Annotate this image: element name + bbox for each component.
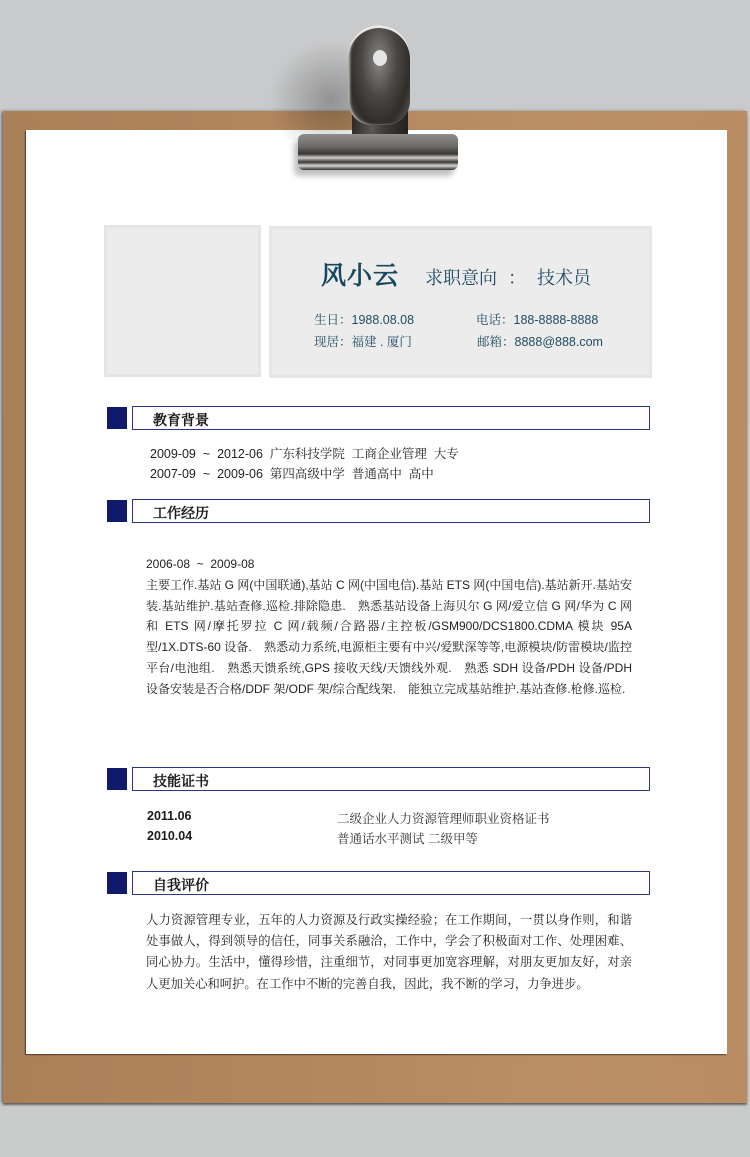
email-label: 邮箱： (477, 335, 515, 349)
phone-label: 电话： (476, 313, 514, 327)
section-marker-icon (107, 768, 127, 790)
clip-shadow (268, 40, 358, 140)
section-header-work (132, 499, 650, 523)
candidate-name: 风小云 (321, 262, 400, 290)
certificate-date: 2010.04 (147, 829, 193, 843)
job-intent-value: 技术员 (537, 268, 592, 288)
job-intent-label: 求职意向 (425, 268, 497, 288)
work-description: 主要工作.基站 G 网(中国联通),基站 C 网(中国电信).基站 ETS 网(中国电信).基站新开.基站安装.基站维护.基站查修.巡检.排除隐患. 熟悉基站设备上海贝尔 G 网/爱立信 G 网/华为 C 网和 ETS 网/摩托罗拉 C 网/载频/合路器/主控板/GSM900/DCS1800.CDMA 模块 95A 型/1X.DTS-60 设备. 熟悉动力系统,电源柜主要有中兴/爱默深等等,电源模块/防雷模块/监控平台/电池组. 熟悉天馈系统,GPS 接收天线/天馈线外观. 熟悉 SDH 设备/PDH 设备/PDH 设备安装是否合格/DDF 架/ODF 架/综合配线架. 能独立完成基站维护.基站查修.枪修.巡检. (146, 577, 632, 696)
binder-clip-base (298, 134, 458, 170)
certificate-date: 2011.06 (147, 809, 192, 823)
certificate-name: 普通话水平测试 二级甲等 (337, 832, 478, 846)
job-intent (425, 264, 597, 290)
work-date: 2006-08 ~ 2009-08 (146, 557, 255, 571)
email-value: 8888@888.com (514, 335, 603, 349)
email (477, 332, 603, 350)
section-marker-icon (107, 500, 127, 522)
birthday (314, 310, 414, 328)
residence-label: 现居： (314, 335, 352, 349)
phone-value: 188-8888-8888 (513, 313, 599, 327)
section-header-skills (132, 767, 650, 791)
photo-placeholder (104, 225, 261, 377)
birthday-value: 1988.08.08 (351, 313, 415, 327)
certificate-name: 二级企业人力资源管理师职业资格证书 (337, 812, 550, 826)
residence (314, 332, 412, 350)
birthday-label: 生日： (314, 313, 352, 327)
section-header-self-eval (132, 871, 650, 895)
section-title: 教育背景 (153, 412, 209, 428)
education-row: 2009-09 ~ 2012-06 广东科技学院 工商企业管理 大专 (150, 447, 459, 461)
section-title: 自我评价 (153, 877, 209, 893)
job-intent-sep: ： (508, 268, 527, 288)
section-header-education (132, 406, 650, 430)
section-title: 工作经历 (153, 505, 209, 521)
section-marker-icon (107, 407, 127, 429)
section-marker-icon (107, 872, 127, 894)
section-title: 技能证书 (153, 773, 209, 789)
education-row: 2007-09 ~ 2009-06 第四高级中学 普通高中 高中 (150, 467, 434, 481)
phone (476, 310, 598, 328)
binder-clip-hole (373, 50, 387, 66)
work-experience-body (146, 554, 632, 700)
residence-value: 福建 . 厦门 (351, 335, 412, 349)
self-evaluation-text: 人力资源管理专业，五年的人力资源及行政实操经验；在工作期间，一贯以身作则，和谐处事做人，得到领导的信任，同事关系融洽，工作中，学会了积极面对工作、处理困难、同心协力。生活中，懂得珍惜，注重细节，对同事更加宽容理解，对朋友更加友好，对亲人更加关心和呵护。在工作中不断的完善自我，因此，我不断的学习，力争进步。 (146, 913, 632, 991)
binder-clip-icon (348, 25, 410, 125)
profile-info-panel (269, 226, 652, 378)
